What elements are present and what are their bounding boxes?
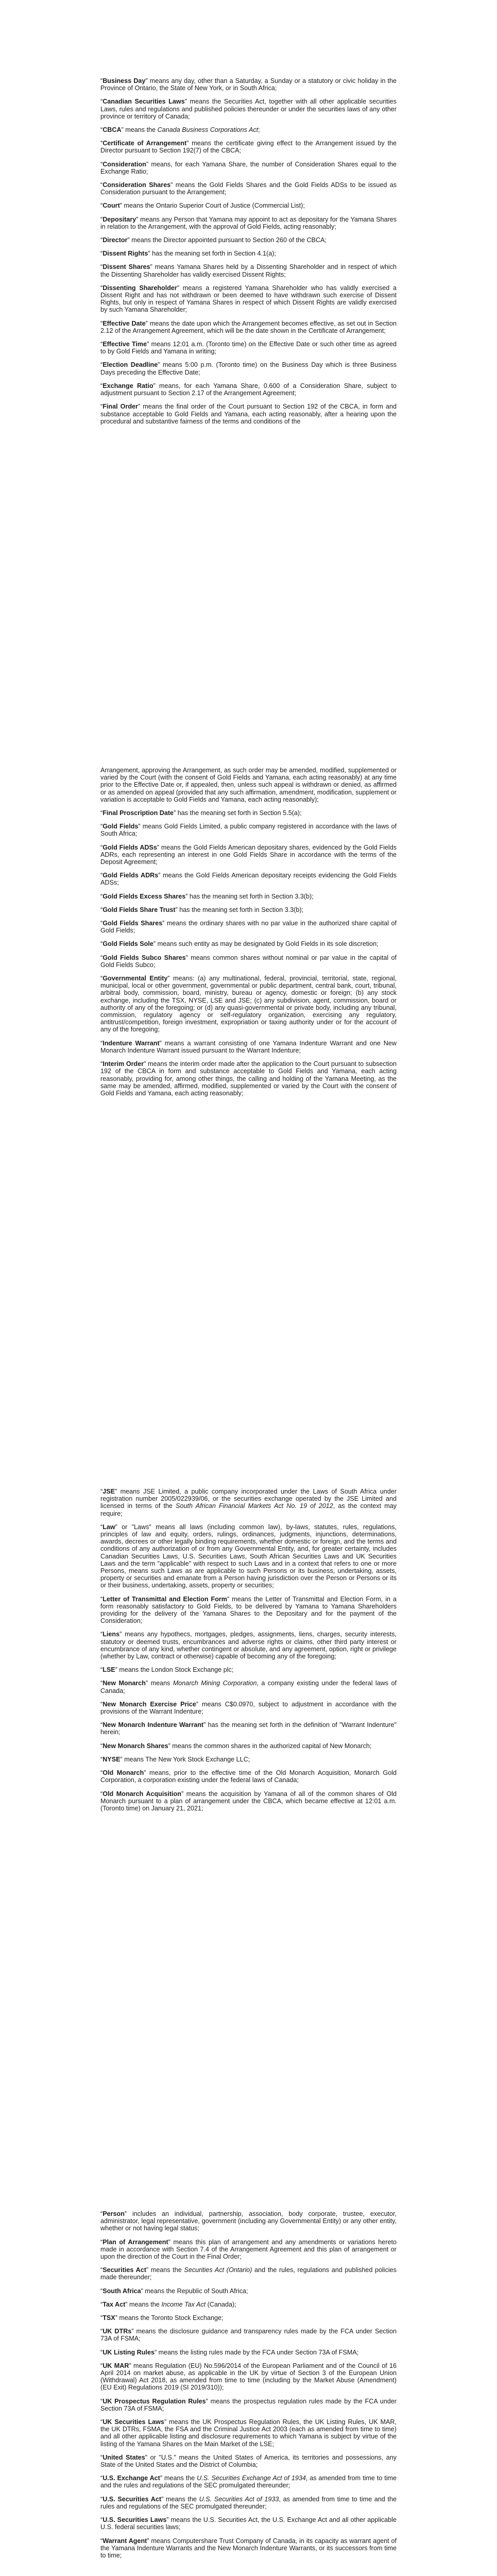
definition-text: means JSE Limited, a public company incorporated under the Laws of South Africa under registration number 2005/022939/06, or the securities exchange operated by the JSE Limited and licensed in terms of the: [100, 1488, 397, 1510]
definition-text: means, for each Yamana Share, the number of Consideration Shares equal to the Exchange Ratio;: [100, 160, 397, 175]
definition-paragraph: “New Monarch” means Monarch Mining Corporation, a company existing under the federal laws of Canada;: [100, 1680, 397, 1694]
definition-text: or "U.S." means the United States of America, its territories and possessions, any State of the United States and the District of Columbia;: [100, 2453, 397, 2469]
definition-text: means the final order of the Court pursuant to Section 192 of the CBCA, in form and substance acceptable to Gold Fields and Yamana, each acting reasonably, after a hearing upon the procedural and substantive fairness of the terms and conditions of the: [100, 403, 397, 425]
definition-text: means, for each Yamana Share, 0.600 of a Consideration Share, subject to adjustment pursuant to Section 2.17 of the Arrangement Agreement;: [100, 382, 397, 397]
definition-text: means The New York Stock Exchange LLC;: [122, 1755, 250, 1763]
defined-term: Director: [102, 236, 128, 244]
defined-term: Dissent Rights: [102, 250, 148, 258]
defined-term: Warrant Agent: [102, 2537, 147, 2545]
definition-paragraph: “Person” includes an individual, partnership, association, body corporate, trustee, executor, administrator, legal representative, government (including any Governmental Entity) or any other entity, whether or not having legal status;: [100, 2210, 397, 2232]
definition-text: means the Republic of South Africa;: [143, 2287, 248, 2295]
defined-term: UK DTRs: [102, 2328, 132, 2335]
definition-paragraph: “TSX” means the Toronto Stock Exchange;: [100, 2314, 224, 2322]
page-1: [0, 77, 497, 431]
definition-paragraph: “Gold Fields Subco Shares” means common shares without nominal or par value in the capital of Gold Fields Subco;: [100, 954, 397, 969]
defined-term: Effective Time: [102, 341, 147, 348]
definition-text: has the meaning set forth in Section 3.3(b);: [177, 906, 304, 913]
definition-text: means the Gold Fields American depositary shares, evidenced by the Gold Fields ADRs, each representing an interest in one Gold Fields Share in accordance with the terms of the Deposit Agreement;: [100, 843, 397, 866]
definition-text: means a registered Yamana Shareholder who has validly exercised a Dissent Right and has not withdrawn or been deemed to have withdrawn such exercise of Dissent Rights, but only in respect of Yamana Shares in respect of which Dissent Rights are validly exercised by such Yamana Shareholder;: [100, 284, 397, 314]
definition-paragraph: “Gold Fields Share Trust” has the meaning set forth in Section 3.3(b);: [100, 906, 304, 913]
definition-text: means the prospectus regulation rules made by the FCA under Section 73A of FSMA;: [100, 2397, 397, 2412]
definition-text: has the meaning set forth in Section 4.1(a);: [150, 250, 276, 258]
definition-paragraph: “Gold Fields ADRs” means the Gold Fields American depositary receipts evidencing the Gold Fields ADSs;: [100, 872, 397, 887]
definition-paragraph: “New Monarch Shares” means the common shares in the authorized capital of New Monarch;: [100, 1742, 372, 1750]
page-4: [0, 2210, 497, 2565]
definition-text: means the listing rules made by the FCA under Section 73A of FSMA;: [157, 2348, 359, 2356]
definition-text: means the: [148, 2266, 184, 2274]
defined-term: Gold Fields ADSs: [102, 843, 157, 851]
definition-text: means such entity as may be designated by Gold Fields in its sole discretion;: [156, 940, 379, 948]
definition-paragraph: “Certificate of Arrangement” means the certificate giving effect to the Arrangement issued by the Director pursuant to Section 192(7) of the CBCA;: [100, 140, 397, 155]
defined-term: Final Order: [102, 403, 138, 411]
definition-text: has the meaning set forth in Section 5.5(a);: [176, 809, 302, 817]
defined-term: Exchange Ratio: [102, 382, 153, 389]
defined-term: Effective Date: [102, 319, 146, 327]
definition-text: means the Securities Act, together with all other applicable securities Laws, rules and regulations and published policies thereunder or under the securities laws of any other province or territory of Canada;: [100, 98, 397, 120]
definition-paragraph: [100, 767, 397, 803]
definition-text: means: (a) any multinational, federal, provincial, territorial, state, regional, municipal, local or other government, governmental or public department, central bank, court, tribunal, arbitral body, commission, board, ministry, bureau or agency, domestic or foreign; (b) any stock exchange, including the TSX, NYSE, LSE and JSE; (c) any subdivision, agent, commission, board or authority of any of the foregoing; or (d) any quasi-governmental or private body, including any tribunal, commission, regulatory agency or self-regulatory organization, exercising any regulatory, antitrust/competition, foreign investment, expropriation or taxing authority under or for the account of any of the foregoing;: [100, 975, 397, 1033]
definition-text: means the London Stock Exchange plc;: [117, 1666, 234, 1674]
statute-name: U.S. Securities Exchange Act of 1934: [197, 2475, 306, 2482]
page-2: [0, 767, 497, 1103]
defined-term: UK MAR: [102, 2362, 129, 2369]
defined-term: United States: [102, 2453, 145, 2461]
defined-term: NYSE: [102, 1755, 121, 1763]
definition-paragraph: “Gold Fields ADSs” means the Gold Fields American depositary shares, evidenced by the Gold Fields ADRs, each representing an interest in one Gold Fields Share in accordance with the terms of the Deposit Agreement;: [100, 843, 397, 866]
definition-text: or "Laws" means all laws (including common law), by-laws, statutes, rules, regulations, principles of law and equity, orders, rulings, ordinances, judgments, injunctions, determinations, awards, decrees or other legally binding requirements, whether domestic or foreign, and the terms and conditions of any authorization of or from any Governmental Entity, and, for greater certainty, includes Canadian Securities Laws, U.S. Securities Laws, South African Securities Laws and UK Securities Laws and the term "applicable" with respect to such Laws and in a context that refers to one or more Persons, means such Laws as are applicable to such Persons or its business, undertaking, assets, property or securities and emanate from a Person having jurisdiction over the Person or Persons or its or their business, undertaking, assets, property or securities;: [100, 1523, 397, 1589]
definition-paragraph: “Effective Date” means the date upon which the Arrangement becomes effective, as set out in Section 2.12 of the Arrangement Agreement, which will be the date shown in the Certificate of Arrangement;: [100, 319, 397, 334]
definition-text: includes an individual, partnership, association, body corporate, trustee, executor, administrator, legal representative, government (including any Governmental Entity) or any other entity, whether or not having legal status;: [100, 2210, 397, 2232]
defined-term: Interim Order: [102, 1060, 144, 1068]
defined-term: UK Securities Laws: [102, 2418, 164, 2426]
definition-paragraph: “NYSE” means The New York Stock Exchange LLC;: [100, 1755, 250, 1763]
statute-name: U.S. Securities Act of 1933: [199, 2495, 279, 2503]
definition-text: means common shares without nominal or par value in the capital of Gold Fields Subco;: [100, 954, 397, 969]
definition-text: means the UK Prospectus Regulation Rules, the UK Listing Rules, UK MAR, the UK DTRs, FSMA, the FSA and the Criminal Justice Act 2003 (each as amended from time to time) and all other applicable listing and disclosure requirements to which Yamana is subject by virtue of the listing of the Yamana Shares on the Main Market of the LSE;: [100, 2418, 397, 2448]
defined-term: U.S. Securities Act: [102, 2495, 162, 2503]
definition-paragraph: “Court” means the Ontario Superior Court of Justice (Commercial List);: [100, 202, 305, 210]
definition-paragraph: “Governmental Entity” means: (a) any multinational, federal, provincial, territorial, state, regional, municipal, local or other government, governmental or public department, central bank, court, tribunal, arbitral body, commission, board, ministry, bureau or agency, domestic or foreign; (b) any stock exchange, including the TSX, NYSE, LSE and JSE; (c) any subdivision, agent, commission, board or authority of any of the foregoing; or (d) any quasi-governmental or private body, including any tribunal, commission, regulatory agency or self-regulatory organization, exercising any regulatory, antitrust/competition, foreign investment, expropriation or taxing authority under or for the account of any of the foregoing;: [100, 975, 397, 1033]
defined-term: New Monarch: [102, 1680, 146, 1687]
definition-text: means the: [162, 2475, 197, 2482]
defined-term: Law: [102, 1523, 115, 1531]
definition-text: means the certificate giving effect to the Arrangement issued by the Director pursuant to Section 192(7) of the CBCA;: [100, 140, 397, 155]
definition-text: means C$0.0970, subject to adjustment in accordance with the provisions of the Warrant Indenture;: [100, 1700, 397, 1716]
definition-paragraph: “JSE” means JSE Limited, a public company incorporated under the Laws of South Africa under registration number 2005/022939/06, or the securities exchange operated by the JSE Limited and licensed in terms of the South African Financial Markets Act No. 19 of 2012, as the context may require;: [100, 1488, 397, 1517]
definition-paragraph: “Tax Act” means the Income Tax Act (Canada);: [100, 2300, 236, 2308]
defined-term: Dissent Shares: [102, 263, 150, 271]
definition-text: means the Director appointed pursuant to Section 260 of the CBCA;: [129, 236, 327, 244]
definition-paragraph: “Warrant Agent” means Computershare Trust Company of Canada, in its capacity as warrant agent of the Yamana Indenture Warrants and the New Monarch Indenture Warrants, or its successors from time to time;: [100, 2537, 397, 2559]
defined-term: Gold Fields ADRs: [102, 872, 159, 879]
defined-term: UK Listing Rules: [102, 2348, 155, 2356]
definition-text-tail: (Canada);: [205, 2300, 236, 2308]
defined-term: Gold Fields Excess Shares: [102, 892, 186, 900]
defined-term: South Africa: [102, 2287, 141, 2295]
definition-text: means Computershare Trust Company of Canada, in its capacity as warrant agent of the Yamana Indenture Warrants and the New Monarch Indenture Warrants, or its successors from time to time;: [100, 2537, 397, 2559]
defined-term: U.S. Securities Laws: [102, 2516, 167, 2524]
defined-term: Gold Fields Subco Shares: [102, 954, 186, 961]
definition-paragraph: “Interim Order” means the interim order made after the application to the Court pursuant to subsection 192 of the CBCA in form and substance acceptable to Gold Fields and Yamana, each acting reasonably, providing for, among other things, the calling and holding of the Yamana Meeting, as the same may be amended, affirmed, modified, supplemented or varied by the Court with the consent of Gold Fields and Yamana, each acting reasonably;: [100, 1060, 397, 1097]
definition-paragraph: “U.S. Securities Laws” means the U.S. Securities Act, the U.S. Exchange Act and all other applicable U.S. federal securities laws;: [100, 2516, 397, 2531]
defined-term: Indenture Warrant: [102, 1039, 160, 1047]
statute-name: Income Tax Act: [161, 2300, 206, 2308]
definition-text: means a warrant consisting of one Yamana Indenture Warrant and one New Monarch Indenture Warrant issued pursuant to the Warrant Indenture;: [100, 1039, 397, 1054]
definition-paragraph: “Depositary” means any Person that Yamana may appoint to act as depositary for the Yamana Shares in relation to the Arrangement, with the approval of Gold Fields, acting reasonably;: [100, 215, 397, 230]
defined-term: Election Deadline: [102, 361, 158, 369]
defined-term: Business Day: [102, 77, 146, 84]
definition-paragraph: “Consideration Shares” means the Gold Fields Shares and the Gold Fields ADSs to be issued as Consideration pursuant to the Arrangement;: [100, 181, 397, 196]
definition-paragraph: “Dissent Shares” means Yamana Shares held by a Dissenting Shareholder and in respect of which the Dissenting Shareholder has validly exercised Dissent Rights;: [100, 263, 397, 278]
defined-term: Gold Fields Share Trust: [102, 906, 176, 913]
definition-paragraph: “Law” or "Laws" means all laws (including common law), by-laws, statutes, rules, regulations, principles of law and equity, orders, rulings, ordinances, judgments, injunctions, determinations, awards, decrees or other legally binding requirements, whether domestic or foreign, and the terms and conditions of any authorization of or from any Governmental Entity, and, for greater certainty, includes Canadian Securities Laws, U.S. Securities Laws, South African Securities Laws and UK Securities Laws and the term "applicable" with respect to such Laws and in a context that refers to one or more Persons, means such Laws as are applicable to such Persons or its business, undertaking, assets, property or securities and emanate from a Person having jurisdiction over the Person or Persons or its or their business, undertaking, assets, property or securities;: [100, 1523, 397, 1589]
statute-name: South African Financial Markets Act No. 19 of 2012: [176, 1502, 333, 1510]
definition-paragraph: “Gold Fields Shares” means the ordinary shares with no par value in the authorized share capital of Gold Fields;: [100, 920, 397, 935]
definition-text: means the date upon which the Arrangement becomes effective, as set out in Section 2.12 of the Arrangement Agreement, which will be the date shown in the Certificate of Arrangement;: [100, 319, 397, 334]
definition-text: means the Ontario Superior Court of Justice (Commercial List);: [122, 202, 305, 210]
definition-text-tail: , as amended from time to time and the rules and regulations of the SEC promulgated thereunder;: [100, 2495, 397, 2510]
statute-name: Canada Business Corporations Act: [157, 126, 259, 134]
page-3: [0, 1488, 497, 1818]
definition-paragraph: “Gold Fields Excess Shares” has the meaning set forth in Section 3.3(b);: [100, 892, 314, 900]
defined-term: Governmental Entity: [102, 975, 168, 982]
definition-text: means, prior to the effective time of the Old Monarch Acquisition, Monarch Gold Corporation, a corporation existing under the federal laws of Canada;: [100, 1769, 397, 1784]
definition-paragraph: “Liens” means any hypothecs, mortgages, pledges, assignments, liens, charges, security interests, statutory or deemed trusts, encumbrances and adverse rights or claims, other third party interest or encumbrance of any kind, whether contingent or absolute, and any agreement, option, right or privilege (whether by Law, contract or otherwise) capable of becoming any of the foregoing;: [100, 1631, 397, 1660]
definition-paragraph: “Plan of Arrangement” means this plan of arrangement and any amendments or variations hereto made in accordance with Section 7.4 of the Arrangement Agreement and this plan of arrangement or upon the direction of the Court in the Final Order;: [100, 2238, 397, 2261]
defined-term: LSE: [102, 1666, 115, 1674]
definition-paragraph: “New Monarch Indenture Warrant” has the meaning set forth in the definition of "Warrant Indenture" herein;: [100, 1721, 397, 1736]
definition-paragraph: “South Africa” means the Republic of South Africa;: [100, 2287, 248, 2295]
definition-paragraph: “New Monarch Exercise Price” means C$0.0970, subject to adjustment in accordance with the provisions of the Warrant Indenture;: [100, 1700, 397, 1716]
definition-text: means the Toronto Stock Exchange;: [117, 2314, 224, 2322]
definition-text: means the Letter of Transmittal and Election Form, in a form reasonably satisfactory to Gold Fields, to be delivered by Yamana to Yamana Shareholders providing for the delivery of the Yamana Shares to the Depositary and for the payment of the Consideration;: [100, 1595, 397, 1625]
defined-term: Court: [102, 202, 120, 210]
definition-paragraph: “UK Securities Laws” means the UK Prospectus Regulation Rules, the UK Listing Rules, UK MAR, the UK DTRs, FSMA, the FSA and the Criminal Justice Act 2003 (each as amended from time to time) and all other applicable listing and disclosure requirements to which Yamana is subject by virtue of the listing of the Yamana Shares on the Main Market of the LSE;: [100, 2418, 397, 2448]
definition-paragraph: “Old Monarch” means, prior to the effective time of the Old Monarch Acquisition, Monarch Gold Corporation, a corporation existing under the federal laws of Canada;: [100, 1769, 397, 1784]
defined-term: U.S. Exchange Act: [102, 2475, 160, 2482]
definition-paragraph: “UK DTRs” means the disclosure guidance and transparency rules made by the FCA under Section 73A of FSMA;: [100, 2328, 397, 2343]
definition-text-tail: and the rules, regulations and published policies made thereunder;: [100, 2266, 397, 2281]
definition-paragraph: “Final Proscription Date” has the meaning set forth in Section 5.5(a);: [100, 809, 302, 817]
definition-paragraph: “U.S. Exchange Act” means the U.S. Securities Exchange Act of 1934, as amended from time to time and the rules and regulations of the SEC promulgated thereunder;: [100, 2475, 397, 2489]
defined-term: CBCA: [102, 126, 122, 134]
definition-text: means any Person that Yamana may appoint to act as depositary for the Yamana Shares in relation to the Arrangement, with the approval of Gold Fields, acting reasonably;: [100, 215, 397, 230]
definition-paragraph: “Election Deadline” means 5:00 p.m. (Toronto time) on the Business Day which is three Business Days preceding the Effective Date;: [100, 361, 397, 376]
definition-paragraph: “UK Prospectus Regulation Rules” means the prospectus regulation rules made by the FCA under Section 73A of FSMA;: [100, 2397, 397, 2412]
statute-name: Securities Act (Ontario): [184, 2266, 252, 2274]
definition-text: means: [148, 1680, 173, 1687]
definition-paragraph: “Effective Time” means 12:01 a.m. (Toronto time) on the Effective Date or such other time as agreed to by Gold Fields and Yamana in writing;: [100, 341, 397, 355]
definition-text: means the acquisition by Yamana of all of the common shares of Old Monarch pursuant to a plan of arrangement under the CBCA, which became effective at 12:01 a.m. (Toronto time) on January 21, 2021;: [100, 1790, 397, 1812]
definition-text-tail: , as amended from time to time and the rules and regulations of the SEC promulgated thereunder;: [100, 2475, 397, 2489]
defined-term: Gold Fields: [102, 823, 139, 831]
definition-text: means the: [163, 2495, 199, 2503]
definition-text: means the interim order made after the application to the Court pursuant to subsection 192 of the CBCA in form and substance acceptable to Gold Fields and Yamana, each acting reasonably, providing for, among other things, the calling and holding of the Yamana Meeting, as the same may be amended, affirmed, modified, supplemented or varied by the Court with the consent of Gold Fields and Yamana, each acting reasonably;: [100, 1060, 397, 1097]
defined-term: Certificate of Arrangement: [102, 140, 187, 147]
defined-term: JSE: [102, 1488, 115, 1495]
defined-term: TSX: [102, 2314, 115, 2322]
defined-term: Canadian Securities Laws: [102, 98, 185, 106]
definition-paragraph: “Indenture Warrant” means a warrant consisting of one Yamana Indenture Warrant and one New Monarch Indenture Warrant issued pursuant to the Warrant Indenture;: [100, 1039, 397, 1054]
definition-text: Arrangement, approving the Arrangement, as such order may be amended, modified, supplemented or varied by the Court (with the consent of Gold Fields and Yamana, each acting reasonably) at any time prior to the Effective Date or, if appealed, then, unless such appeal is withdrawn or denied, as affirmed or as amended on appeal (provided that any such affirmation, amendment, modification, supplement or variation is acceptable to Gold Fields and Yamana, each acting reasonably);: [100, 767, 397, 803]
definition-text: means the: [123, 126, 158, 134]
definition-paragraph: “Business Day” means any day, other than a Saturday, a Sunday or a statutory or civic holiday in the Province of Ontario, the State of New York, or in South Africa;: [100, 77, 397, 92]
definition-text: means Regulation (EU) No.596/2014 of the European Parliament and of the Council of 16 April 2014 on market abuse, as applicable in the UK by virtue of Section 3 of the European Union (Withdrawal) Act 2018, as amended from time to time (including by the Market Abuse (Amendment) (EU Exit) Regulations 2019 (SI 2019/310));: [100, 2362, 397, 2392]
defined-term: Gold Fields Sole: [102, 940, 153, 948]
definition-paragraph: “U.S. Securities Act” means the U.S. Securities Act of 1933, as amended from time to time and the rules and regulations of the SEC promulgated thereunder;: [100, 2495, 397, 2510]
definition-paragraph: “CBCA” means the Canada Business Corporations Act;: [100, 126, 260, 134]
defined-term: Dissenting Shareholder: [102, 284, 177, 292]
defined-term: Old Monarch Acquisition: [102, 1790, 181, 1798]
definition-paragraph: “United States” or "U.S." means the United States of America, its territories and possessions, any State of the United States and the District of Columbia;: [100, 2453, 397, 2469]
definition-text: means any hypothecs, mortgages, pledges, assignments, liens, charges, security interests, statutory or deemed trusts, encumbrances and adverse rights or claims, other third party interest or encumbrance of any kind, whether contingent or absolute, and any agreement, option, right or privilege (whether by Law, contract or otherwise) capable of becoming any of the foregoing;: [100, 1631, 397, 1660]
definition-text-tail: , a company existing under the federal laws of Canada;: [100, 1680, 397, 1694]
defined-term: Tax Act: [102, 2300, 126, 2308]
definition-text: means 12:01 a.m. (Toronto time) on the Effective Date or such other time as agreed to by Gold Fields and Yamana in writing;: [100, 341, 397, 355]
definition-paragraph: “Director” means the Director appointed pursuant to Section 260 of the CBCA;: [100, 236, 327, 244]
defined-term: Depositary: [102, 215, 136, 223]
definition-paragraph: “UK MAR” means Regulation (EU) No.596/2014 of the European Parliament and of the Council of 16 April 2014 on market abuse, as applicable in the UK by virtue of Section 3 of the European Union (Withdrawal) Act 2018, as amended from time to time (including by the Market Abuse (Amendment) (EU Exit) Regulations 2019 (SI 2019/310));: [100, 2362, 397, 2392]
definition-text: means the Gold Fields Shares and the Gold Fields ADSs to be issued as Consideration pursuant to the Arrangement;: [100, 181, 397, 196]
defined-term: UK Prospectus Regulation Rules: [102, 2397, 206, 2405]
definition-text: has the meaning set forth in Section 3.3(b);: [187, 892, 314, 900]
statute-name: Monarch Mining Corporation: [173, 1680, 257, 1687]
definition-text: means the disclosure guidance and transparency rules made by the FCA under Section 73A of FSMA;: [100, 2328, 397, 2343]
definition-paragraph: “Old Monarch Acquisition” means the acquisition by Yamana of all of the common shares of Old Monarch pursuant to a plan of arrangement under the CBCA, which became effective at 12:01 a.m. (Toronto time) on January 21, 2021;: [100, 1790, 397, 1812]
definition-paragraph: “Letter of Transmittal and Election Form” means the Letter of Transmittal and Election Form, in a form reasonably satisfactory to Gold Fields, to be delivered by Yamana to Yamana Shareholders providing for the delivery of the Yamana Shares to the Depositary and for the payment of the Consideration;: [100, 1595, 397, 1625]
definition-paragraph: “Canadian Securities Laws” means the Securities Act, together with all other applicable securities Laws, rules and regulations and published policies thereunder or under the securities laws of any other province or territory of Canada;: [100, 98, 397, 120]
defined-term: Person: [102, 2210, 125, 2217]
definition-text: means the common shares in the authorized capital of New Monarch;: [170, 1742, 372, 1750]
defined-term: Consideration Shares: [102, 181, 171, 189]
definition-paragraph: “Dissent Rights” has the meaning set forth in Section 4.1(a);: [100, 250, 276, 258]
definition-paragraph: “Securities Act” means the Securities Act (Ontario) and the rules, regulations and published policies made thereunder;: [100, 2266, 397, 2281]
definition-text: means the U.S. Securities Act, the U.S. Exchange Act and all other applicable U.S. federal securities laws;: [100, 2516, 397, 2531]
definition-paragraph: “UK Listing Rules” means the listing rules made by the FCA under Section 73A of FSMA;: [100, 2348, 359, 2356]
definition-text-tail: , as the context may require;: [100, 1502, 397, 1517]
defined-term: Final Proscription Date: [102, 809, 174, 817]
definition-text: means the ordinary shares with no par value in the authorized share capital of Gold Fields;: [100, 920, 397, 935]
definition-text: means this plan of arrangement and any amendments or variations hereto made in accordance with Section 7.4 of the Arrangement Agreement and this plan of arrangement or upon the direction of the Court in the Final Order;: [100, 2238, 397, 2261]
defined-term: New Monarch Indenture Warrant: [102, 1721, 204, 1729]
definition-paragraph: “Gold Fields Sole” means such entity as may be designated by Gold Fields in its sole discretion;: [100, 940, 379, 948]
definition-text: means the: [127, 2300, 162, 2308]
definition-text: means any day, other than a Saturday, a Sunday or a statutory or civic holiday in the Province of Ontario, the State of New York, or in South Africa;: [100, 77, 397, 92]
definition-text: means 5:00 p.m. (Toronto time) on the Business Day which is three Business Days preceding the Effective Date;: [100, 361, 397, 376]
definition-paragraph: “Final Order” means the final order of the Court pursuant to Section 192 of the CBCA, in form and substance acceptable to Gold Fields and Yamana, each acting reasonably, after a hearing upon the procedural and substantive fairness of the terms and conditions of the: [100, 403, 397, 425]
definition-text: means Yamana Shares held by a Dissenting Shareholder and in respect of which the Dissenting Shareholder has validly exercised Dissent Rights;: [100, 263, 397, 278]
definition-paragraph: “Gold Fields” means Gold Fields Limited, a public company registered in accordance with the laws of South Africa;: [100, 823, 397, 838]
definition-paragraph: “Exchange Ratio” means, for each Yamana Share, 0.600 of a Consideration Share, subject to adjustment pursuant to Section 2.17 of the Arrangement Agreement;: [100, 382, 397, 397]
defined-term: New Monarch Exercise Price: [102, 1700, 196, 1708]
defined-term: Securities Act: [102, 2266, 146, 2274]
defined-term: Liens: [102, 1631, 120, 1638]
definition-text: means the Gold Fields American depositary receipts evidencing the Gold Fields ADSs;: [100, 872, 397, 887]
defined-term: Gold Fields Shares: [102, 920, 163, 927]
defined-term: New Monarch Shares: [102, 1742, 168, 1750]
defined-term: Letter of Transmittal and Election Form: [102, 1595, 227, 1603]
defined-term: Consideration: [102, 160, 146, 168]
definition-text: means Gold Fields Limited, a public company registered in accordance with the laws of South Africa;: [100, 823, 397, 838]
definition-text-tail: ;: [258, 126, 260, 134]
definition-paragraph: “Consideration” means, for each Yamana Share, the number of Consideration Shares equal to the Exchange Ratio;: [100, 160, 397, 175]
definition-paragraph: “LSE” means the London Stock Exchange plc;: [100, 1666, 234, 1674]
definition-paragraph: “Dissenting Shareholder” means a registered Yamana Shareholder who has validly exercised a Dissent Right and has not withdrawn or been deemed to have withdrawn such exercise of Dissent Rights, but only in respect of Yamana Shares in respect of which Dissent Rights are validly exercised by such Yamana Shareholder;: [100, 284, 397, 314]
definition-text: has the meaning set forth in the definition of "Warrant Indenture" herein;: [100, 1721, 397, 1736]
defined-term: Plan of Arrangement: [102, 2238, 168, 2246]
defined-term: Old Monarch: [102, 1769, 144, 1777]
